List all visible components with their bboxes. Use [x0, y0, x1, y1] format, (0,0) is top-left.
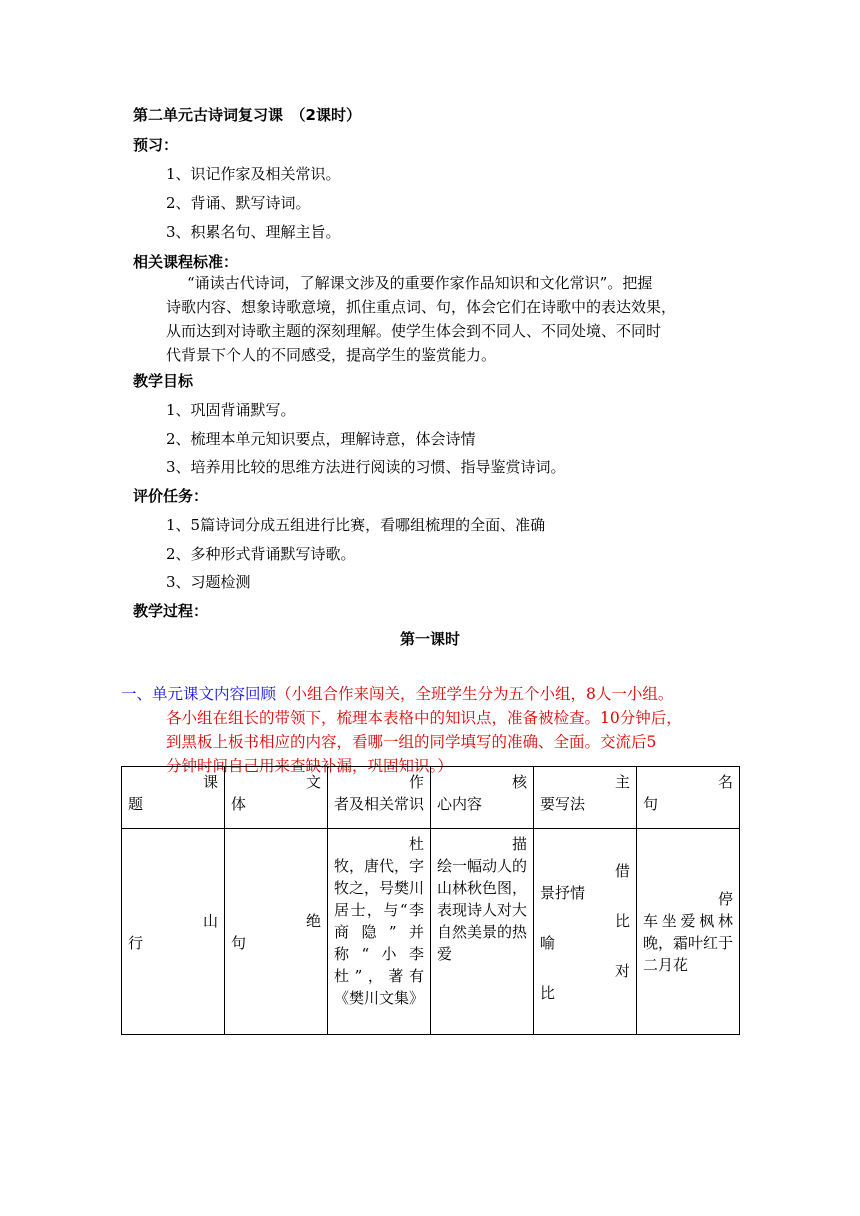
section-instruction-line: 各小组在组长的带领下，梳理本表格中的知识点，准备被检查。10分钟后，: [166, 709, 682, 727]
section-1-header: [121, 682, 743, 778]
goals-heading: 教学目标: [133, 372, 194, 390]
cell-author: 杜 牧，唐代，字牧之，号樊川居士，与“李商隐”并称“小李杜”，著有《樊川文集》: [328, 829, 431, 1035]
header-cell: 核 心内容: [431, 767, 534, 829]
preview-item: 2、背诵、默写诗词。: [166, 194, 311, 212]
header-cell: 文 体: [225, 767, 328, 829]
table-row: [122, 829, 740, 1035]
tasks-heading: 评价任务：: [133, 487, 209, 505]
header-cell: 作 者及相关常识: [328, 767, 431, 829]
task-item: 1、5篇诗词分成五组进行比赛，看哪组梳理的全面、准确: [166, 516, 546, 534]
table-header-row: [122, 767, 740, 829]
standard-line: 代背景下个人的不同感受，提高学生的鉴赏能力。: [166, 346, 497, 364]
task-item: 2、多种形式背诵默写诗歌。: [166, 545, 356, 563]
goal-item: 2、梳理本单元知识要点，理解诗意，体会诗情: [166, 430, 476, 448]
standard-line: 从而达到对诗歌主题的深刻理解。使学生体会到不同人、不同处境、不同时: [166, 322, 662, 340]
cell-title: 山 行: [122, 829, 225, 1035]
goal-item: 3、培养用比较的思维方法进行阅读的习惯、指导鉴赏诗词。: [166, 458, 566, 476]
section-number: 一、: [121, 685, 153, 703]
cell-content: 描 绘一幅动人的山林秋色图，表现诗人对大自然美景的热爱: [431, 829, 534, 1035]
lesson-heading: 第一课时: [399, 630, 460, 648]
preview-item: 1、识记作家及相关常识。: [166, 165, 341, 183]
section-instruction-line: 到黑板上板书相应的内容，看哪一组的同学填写的准确、全面。交流后5: [166, 733, 657, 751]
section-title: 单元课文内容回顾: [152, 685, 277, 703]
task-item: 3、习题检测: [166, 573, 251, 591]
cell-quote: 停 车坐爱枫林晚，霜叶红于二月花: [637, 829, 740, 1035]
process-heading: 教学过程：: [133, 602, 209, 620]
standard-line: “诵读古代诗词，了解课文涉及的重要作家作品知识和文化常识”。把握: [187, 274, 653, 292]
header-cell: 主 要写法: [534, 767, 637, 829]
cell-genre: 绝 句: [225, 829, 328, 1035]
preview-heading: 预习：: [133, 136, 179, 154]
section-instruction: （小组合作来闯关，全班学生分为五个小组，8人一小组。: [276, 685, 674, 703]
standard-line: 诗歌内容、想象诗歌意境，抓住重点词、句，体会它们在诗歌中的表达效果，: [166, 298, 677, 316]
cell-method: 借 景抒情 比 喻 对 比: [534, 829, 637, 1035]
document-title: 第二单元古诗词复习课 （2课时）: [133, 106, 361, 124]
section-instruction-line: 分钟时间自己用来查缺补漏，巩固知识。）: [166, 757, 453, 775]
header-cell: 名 句: [637, 767, 740, 829]
goal-item: 1、巩固背诵默写。: [166, 401, 296, 419]
preview-item: 3、积累名句、理解主旨。: [166, 223, 341, 241]
header-cell: 课 题: [122, 767, 225, 829]
standard-heading: 相关课程标准：: [133, 253, 239, 271]
review-table: [121, 766, 740, 1035]
